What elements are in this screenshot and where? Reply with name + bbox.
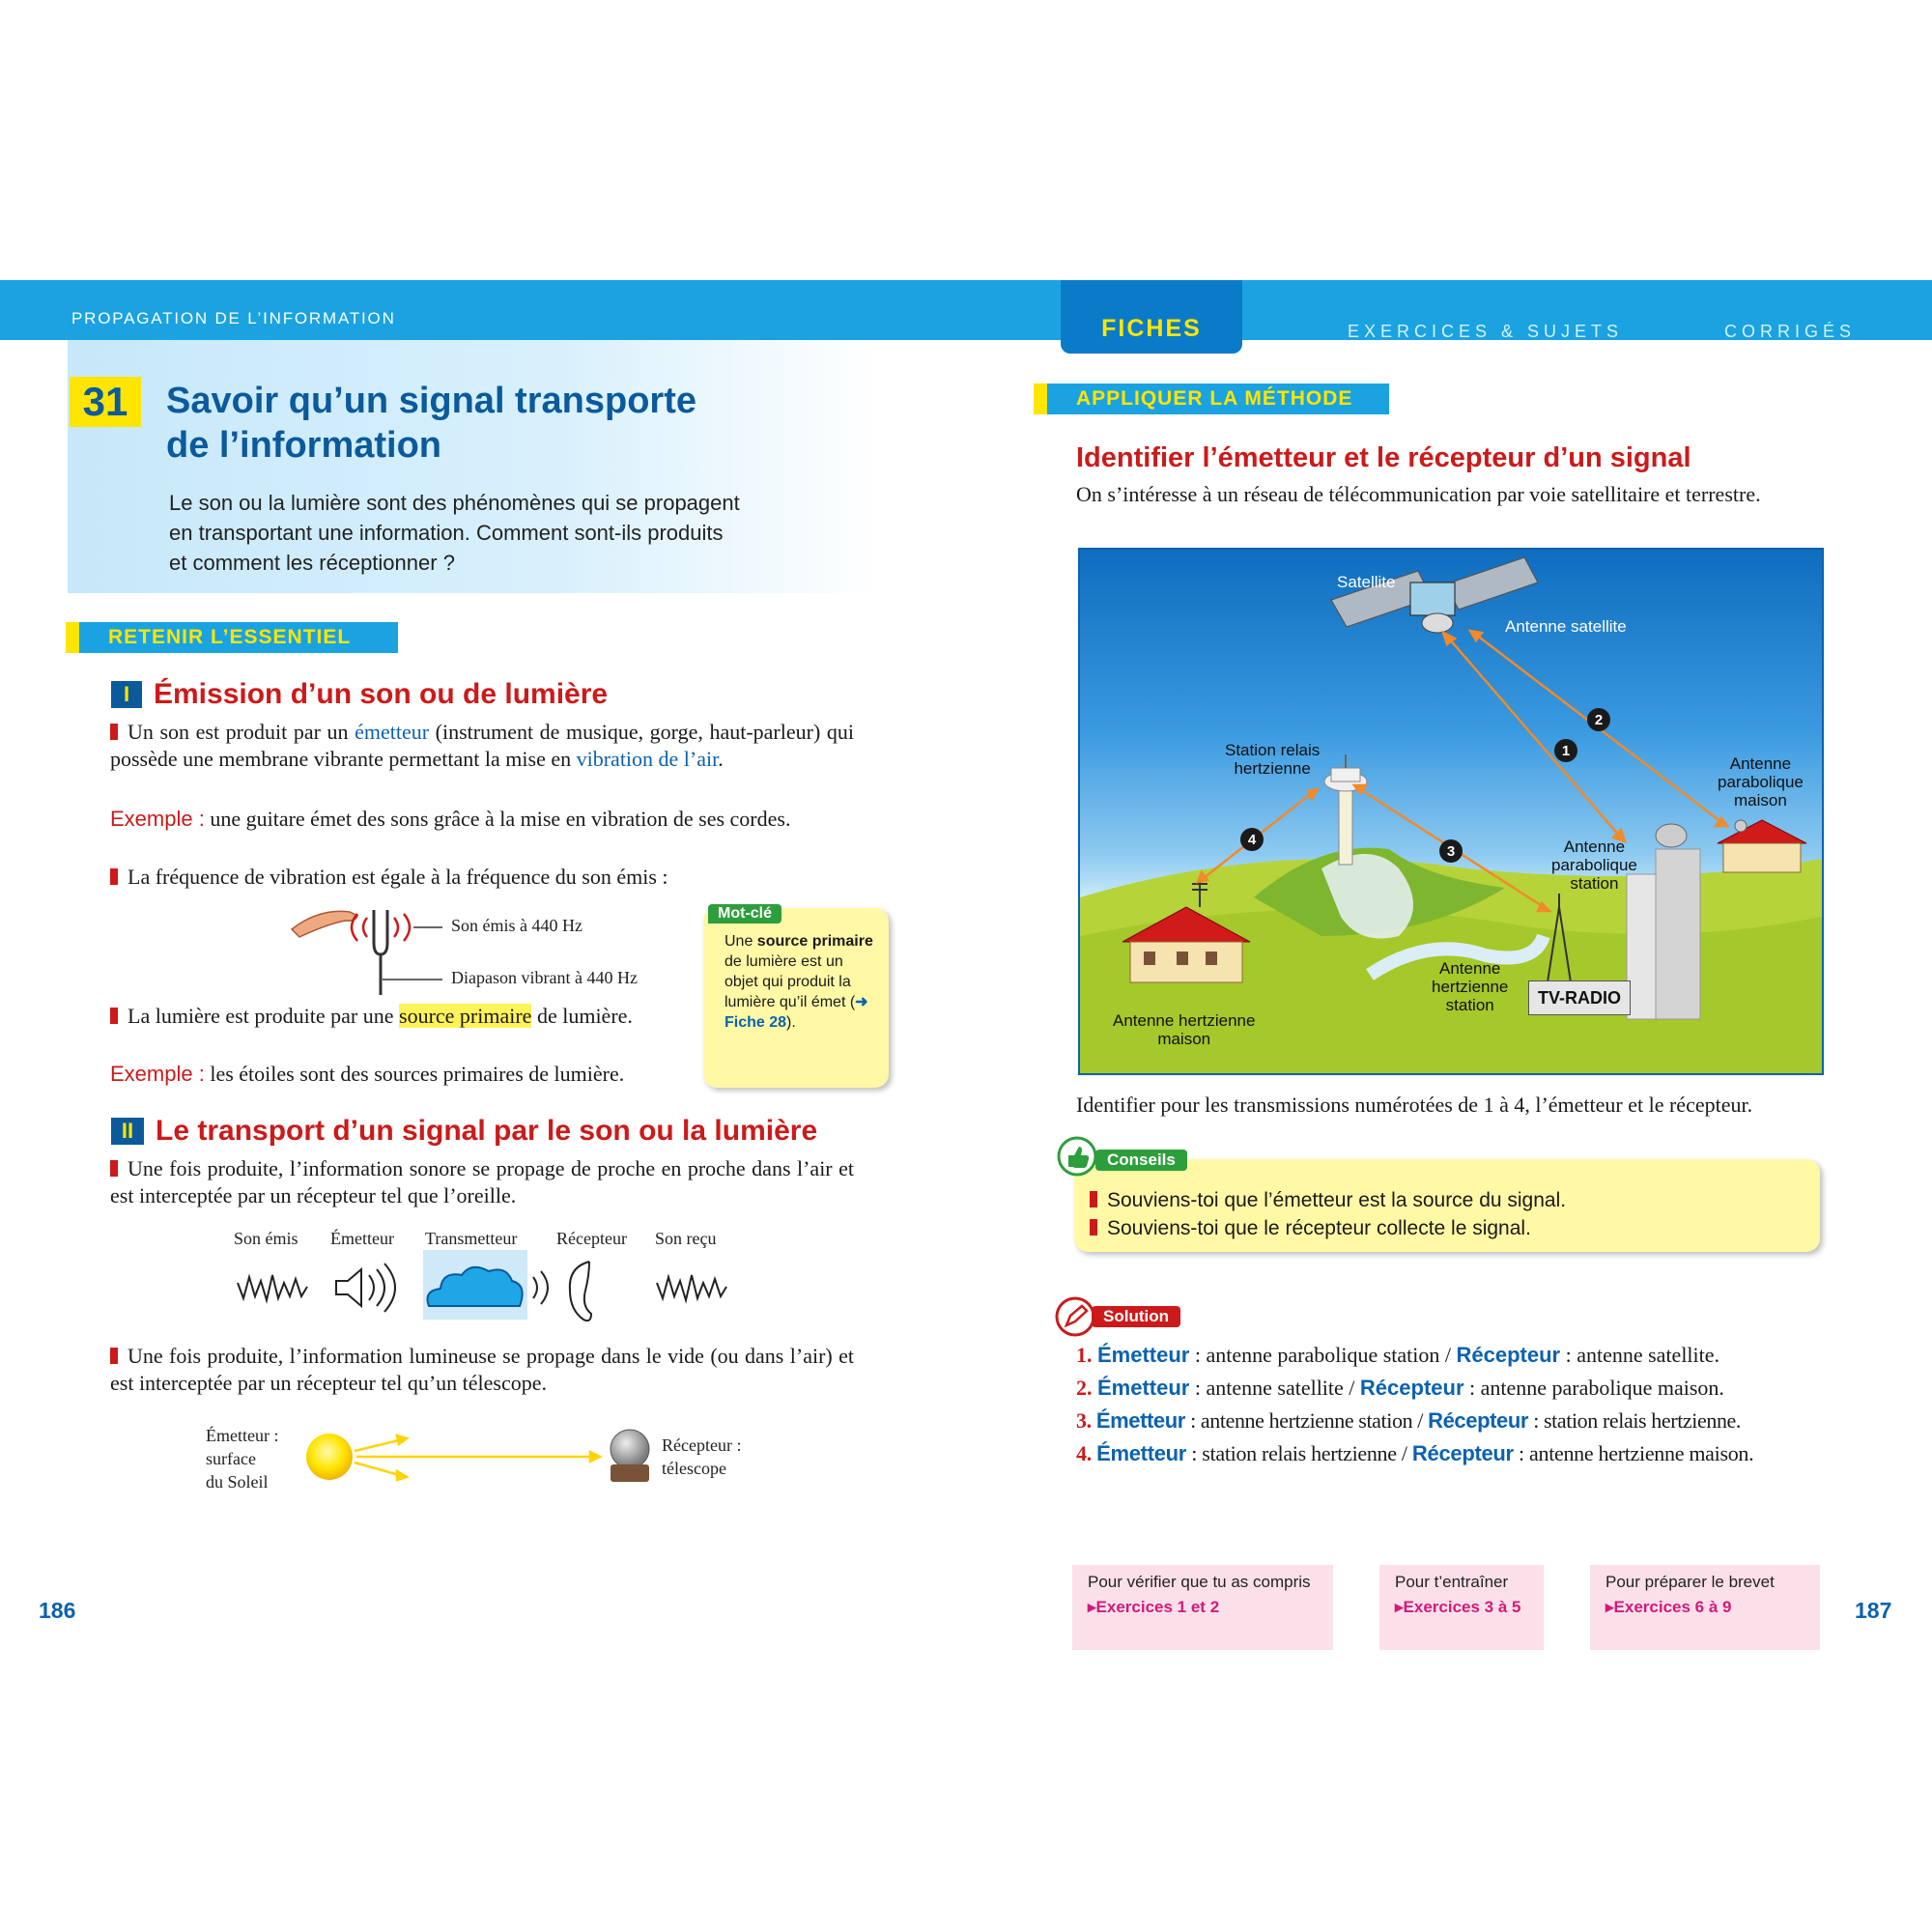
s1-example-2: Exemple : les étoiles sont des sources primaires de lumière. <box>110 1062 625 1086</box>
s2-paragraph-2: Une fois produite, l’information lumineuse se propage dans le vide (ou dans l’air) et est interceptée par un récepteur tel qu’un télescope. <box>110 1344 854 1395</box>
method-intro: On s’intéresse à un réseau de télécommunication par voie satellitaire et terrestre. <box>1076 482 1761 506</box>
s2-paragraph-1: Une fois produite, l’information sonore se propage de proche en proche dans l’air et est interceptée par un récepteur tel que l’oreille. <box>110 1156 854 1208</box>
waveform-icon <box>657 1275 726 1300</box>
tab-fiches[interactable]: FICHES <box>1061 280 1242 354</box>
sun-icon <box>306 1434 353 1480</box>
arrow-right-icon: ▸ <box>1395 1598 1404 1616</box>
telecom-diagram <box>1078 548 1824 1075</box>
footer-box-brevet[interactable]: Pour préparer le brevet ▸Exercices 6 à 9 <box>1590 1565 1820 1650</box>
solution-tag: Solution <box>1092 1306 1180 1327</box>
arrow-right-icon: ▸ <box>1605 1598 1614 1616</box>
motcle-tag: Mot-clé <box>708 904 781 923</box>
footer-box-entrainer[interactable]: Pour t’entraîner ▸Exercices 3 à 5 <box>1379 1565 1544 1650</box>
intro-text: Le son ou la lumière sont des phénomènes qui se propagent en transportant une information. Comment sont-ils produits et comment les réceptionner ? <box>169 491 740 575</box>
sound-chain-figure <box>232 1248 734 1325</box>
chain-label-recepteur: Récepteur <box>556 1229 627 1248</box>
section-1-heading: I Émission d’un son ou de lumière <box>111 678 608 711</box>
label-parabolique-maison: Antenne parabolique maison <box>1718 754 1804 810</box>
fiche-number: 31 <box>70 377 141 427</box>
solution-line-2: 2. Émetteur : antenne satellite / Récepteur : antenne parabolique maison. <box>1076 1376 1724 1400</box>
s1-paragraph-1: Un son est produit par un émetteur (instrument de musique, gorge, haut-parleur) qui possède une membrane vibrante permettant la mise en vibration de l’air. <box>110 720 854 771</box>
house-right-icon <box>1718 820 1806 872</box>
telescope-receiver-label: Récepteur : télescope <box>662 1435 742 1478</box>
hand-icon <box>292 911 357 937</box>
footer-box-verifier[interactable]: Pour vérifier que tu as compris ▸Exercices 1 et 2 <box>1072 1565 1333 1650</box>
fiche-28-link[interactable]: ➜ Fiche 28 <box>724 994 868 1031</box>
arrow-right-icon: ▸ <box>1088 1598 1096 1616</box>
label-tv-radio: TV-RADIO <box>1528 980 1631 1015</box>
page-number-left: 186 <box>39 1598 76 1623</box>
tuning-fork-icon <box>374 910 387 954</box>
ear-icon <box>570 1262 591 1321</box>
relay-tower-icon <box>1324 754 1367 865</box>
label-parabolique-station: Antenne parabolique station <box>1551 838 1637 893</box>
fork-label-fork: Diapason vibrant à 440 Hz <box>451 968 638 987</box>
label-hertzienne-maison: Antenne hertzienne maison <box>1113 1011 1256 1048</box>
bullet-icon <box>110 1160 118 1177</box>
bullet-icon <box>110 724 118 740</box>
chain-label-son-emis: Son émis <box>234 1229 298 1248</box>
tuning-fork-figure <box>290 891 464 999</box>
bullet-icon <box>110 1008 118 1024</box>
pencil-icon <box>1055 1296 1095 1337</box>
chain-label-son-recu: Son reçu <box>655 1229 717 1248</box>
sun-emitter-label: Émetteur : surface du Soleil <box>206 1426 279 1492</box>
svg-text:2: 2 <box>1594 712 1604 728</box>
section-2-heading: II Le transport d’un signal par le son ou la lumière <box>111 1115 817 1148</box>
s1-paragraph-3: La lumière est produite par une source primaire de lumière. <box>110 1003 690 1030</box>
light-propagation-figure <box>295 1418 623 1495</box>
label-satellite: Satellite <box>1337 573 1396 591</box>
section-tag-retenir: RETENIR L’ESSENTIEL <box>66 622 398 653</box>
s1-paragraph-2: La fréquence de vibration est égale à la fréquence du son émis : <box>110 864 854 891</box>
speaker-icon <box>336 1269 361 1306</box>
svg-text:3: 3 <box>1446 843 1456 860</box>
tab-corriges[interactable]: CORRIGÉS <box>1724 322 1857 341</box>
tab-exercices-sujets[interactable]: EXERCICES & SUJETS <box>1348 322 1624 341</box>
bullet-icon <box>110 1348 118 1364</box>
solution-line-3: 3. Émetteur : antenne hertzienne station / Récepteur : station relais hertzienne. <box>1076 1408 1742 1433</box>
solution-line-4: 4. Émetteur : station relais hertzienne / Récepteur : antenne hertzienne maison. <box>1076 1441 1754 1465</box>
label-station-relais: Station relais hertzienne <box>1225 741 1321 778</box>
bullet-icon <box>110 868 118 885</box>
chain-label-transmetteur: Transmetteur <box>425 1229 518 1248</box>
fork-label-sound: Son émis à 440 Hz <box>451 916 582 935</box>
svg-text:1: 1 <box>1561 743 1571 759</box>
label-antenne-satellite: Antenne satellite <box>1505 617 1627 636</box>
page-number-right: 187 <box>1855 1598 1892 1623</box>
conseils-tag: Conseils <box>1095 1150 1187 1171</box>
solution-line-1: 1. Émetteur : antenne parabolique station / Récepteur : antenne satellite. <box>1076 1343 1720 1367</box>
conseils-list: Souviens-toi que l’émetteur est la source du signal. Souviens-toi que le récepteur collecte le signal. <box>1090 1186 1566 1242</box>
thumbs-up-icon <box>1057 1136 1097 1177</box>
svg-text:4: 4 <box>1247 832 1257 848</box>
s1-example-1: Exemple : une guitare émet des sons grâce à la mise en vibration de ses cordes. <box>110 807 791 831</box>
bullet-icon <box>1090 1191 1097 1208</box>
section-tag-appliquer: APPLIQUER LA MÉTHODE <box>1034 384 1389 414</box>
page-title: Savoir qu’un signal transporte de l’information <box>166 381 696 466</box>
waveform-icon <box>238 1275 307 1300</box>
method-title: Identifier l’émetteur et le récepteur d’un signal <box>1076 442 1691 473</box>
method-question: Identifier pour les transmissions numérotées de 1 à 4, l’émetteur et le récepteur. <box>1076 1093 1753 1117</box>
bullet-icon <box>1090 1219 1097 1236</box>
chain-label-emetteur: Émetteur <box>330 1229 394 1248</box>
sound-wave-icon <box>352 914 367 941</box>
chapter-label: PROPAGATION DE L’INFORMATION <box>71 309 396 327</box>
telescope-icon <box>607 1428 655 1484</box>
label-hertzienne-station: Antenne hertzienne station <box>1432 959 1509 1014</box>
motcle-text: Une source primaire de lumière est un objet qui produit la lumière qu’il émet (➜ Fiche 28). <box>724 933 873 1031</box>
